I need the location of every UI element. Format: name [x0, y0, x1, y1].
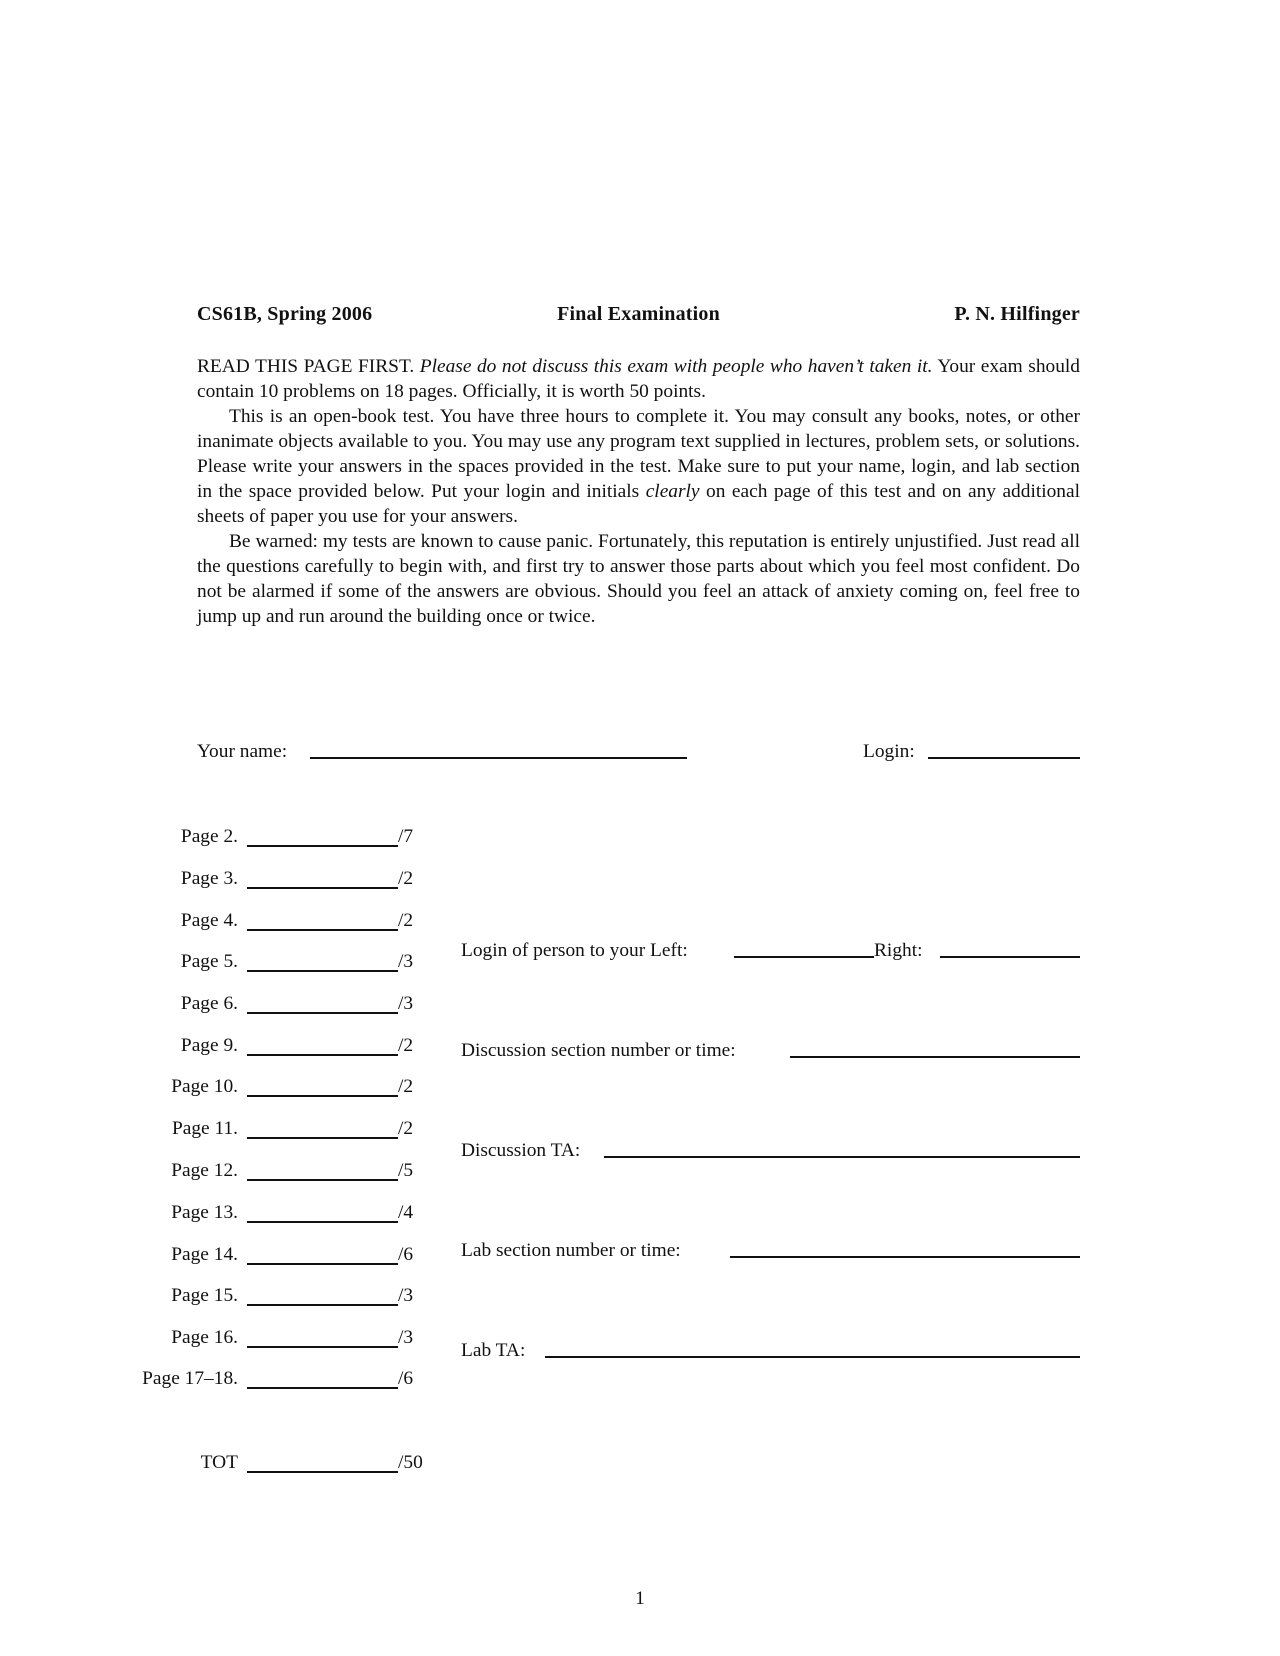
score-field[interactable]: [247, 1137, 398, 1139]
score-page-label: Page 14.: [171, 1244, 238, 1265]
course-title: CS61B, Spring 2006: [197, 303, 373, 325]
score-field[interactable]: [247, 1221, 398, 1223]
score-page-label: Page 17–18.: [142, 1368, 238, 1389]
open-book-text: This is an open-book test. You have three hours to complete it. You may consult any books, notes, or other inanimate objects available to you. You may use any program text supplied in lectures, problem sets, or solutions. Please write your answers in the spaces provided in the test. Make sure to put your name, login, and lab section in the space provided below. Put your login and initials: [197, 406, 1080, 502]
score-row: [0, 951, 460, 977]
score-row: [0, 1368, 460, 1394]
score-row: [0, 1285, 460, 1311]
score-row: [0, 1327, 460, 1353]
score-max: /7: [398, 826, 414, 847]
score-row: [0, 993, 460, 1019]
discussion-section-label: Discussion section number or time:: [461, 1040, 736, 1061]
score-max: /2: [398, 1076, 414, 1097]
score-row: [0, 1076, 460, 1102]
score-page-label: Page 10.: [171, 1076, 238, 1097]
clearly-emphasis: clearly: [645, 481, 700, 502]
score-row: [0, 1160, 460, 1186]
score-field[interactable]: [247, 1346, 398, 1348]
score-page-label: Page 2.: [180, 826, 238, 847]
score-field[interactable]: [247, 970, 398, 972]
discussion-ta-label: Discussion TA:: [461, 1140, 581, 1161]
score-field[interactable]: [247, 1179, 398, 1181]
score-row: [0, 1118, 460, 1144]
total-score-field[interactable]: [247, 1471, 398, 1473]
instructions-paragraph-2: [197, 404, 1080, 529]
total-label: TOT: [200, 1452, 238, 1473]
lab-ta-field[interactable]: [545, 1356, 1080, 1358]
score-field[interactable]: [247, 1387, 398, 1389]
score-page-label: Page 4.: [180, 910, 238, 931]
score-page-label: Page 5.: [180, 951, 238, 972]
do-not-discuss-notice: Please do not discuss this exam with people who haven’t taken it.: [419, 356, 933, 377]
lab-section-field[interactable]: [730, 1256, 1080, 1258]
score-row: [0, 1035, 460, 1061]
score-row: [0, 1202, 460, 1228]
score-max: /6: [398, 1244, 414, 1265]
score-max: /6: [398, 1368, 414, 1389]
score-page-label: Page 11.: [171, 1118, 238, 1139]
score-page-label: Page 13.: [171, 1202, 238, 1223]
score-page-label: Page 16.: [171, 1327, 238, 1348]
login-field[interactable]: [928, 757, 1080, 759]
instructions-paragraph-3: Be warned: my tests are known to cause panic. Fortunately, this reputation is entirely unjustified. Just read all the questions carefully to begin with, and first try to answer those parts about which you feel most confident. Do not be alarmed if some of the answers are obvious. Should you feel an attack of anxiety coming on, feel free to jump up and run around the building once or twice.: [197, 531, 1080, 627]
open-book-text-continued: on each page of this test and on any additional sheets of paper you use for your answers.: [197, 481, 1080, 527]
score-max: /5: [398, 1160, 414, 1181]
exam-title: Final Examination: [557, 303, 720, 325]
neighbor-left-label: Login of person to your Left:: [461, 940, 688, 961]
score-field[interactable]: [247, 929, 398, 931]
score-max: /2: [398, 910, 414, 931]
score-page-label: Page 15.: [171, 1285, 238, 1306]
score-row: [0, 910, 460, 936]
score-max: /2: [398, 868, 414, 889]
instructions-paragraph-1: [197, 354, 1080, 404]
score-max: /2: [398, 1118, 414, 1139]
score-max: /3: [398, 993, 414, 1014]
score-field[interactable]: [247, 887, 398, 889]
read-first-notice: READ THIS PAGE FIRST.: [197, 356, 415, 377]
score-max: /2: [398, 1035, 414, 1056]
neighbor-left-field[interactable]: [734, 956, 874, 958]
score-page-label: Page 9.: [180, 1035, 238, 1056]
name-field[interactable]: [310, 757, 687, 759]
score-max: /3: [398, 1285, 414, 1306]
page-number: 1: [635, 1588, 645, 1609]
score-field[interactable]: [247, 845, 398, 847]
instructor-name: P. N. Hilfinger: [954, 303, 1080, 325]
exam-header: [197, 303, 1080, 329]
lab-ta-label: Lab TA:: [461, 1340, 526, 1361]
discussion-section-field[interactable]: [790, 1056, 1080, 1058]
neighbor-right-field[interactable]: [940, 956, 1080, 958]
score-row: [0, 1244, 460, 1270]
score-page-label: Page 6.: [180, 993, 238, 1014]
instructions: [197, 354, 1080, 629]
score-field[interactable]: [247, 1263, 398, 1265]
exam-contents-notice: Your exam should contain 10 problems on 18 pages. Officially, it is worth 50 points.: [197, 356, 1080, 402]
lab-section-label: Lab section number or time:: [461, 1240, 681, 1261]
score-max: /3: [398, 951, 414, 972]
score-field[interactable]: [247, 1012, 398, 1014]
score-max: /4: [398, 1202, 414, 1223]
score-field[interactable]: [247, 1095, 398, 1097]
score-row: [0, 868, 460, 894]
score-row: [0, 826, 460, 852]
total-row: [0, 1452, 460, 1478]
score-max: /3: [398, 1327, 414, 1348]
score-field[interactable]: [247, 1054, 398, 1056]
total-max: /50: [398, 1452, 423, 1473]
score-page-label: Page 12.: [171, 1160, 238, 1181]
name-label: Your name:: [197, 741, 288, 762]
score-page-label: Page 3.: [180, 868, 238, 889]
login-label: Login:: [863, 741, 915, 762]
discussion-ta-field[interactable]: [604, 1156, 1080, 1158]
score-field[interactable]: [247, 1304, 398, 1306]
neighbor-right-label: Right:: [874, 940, 923, 961]
